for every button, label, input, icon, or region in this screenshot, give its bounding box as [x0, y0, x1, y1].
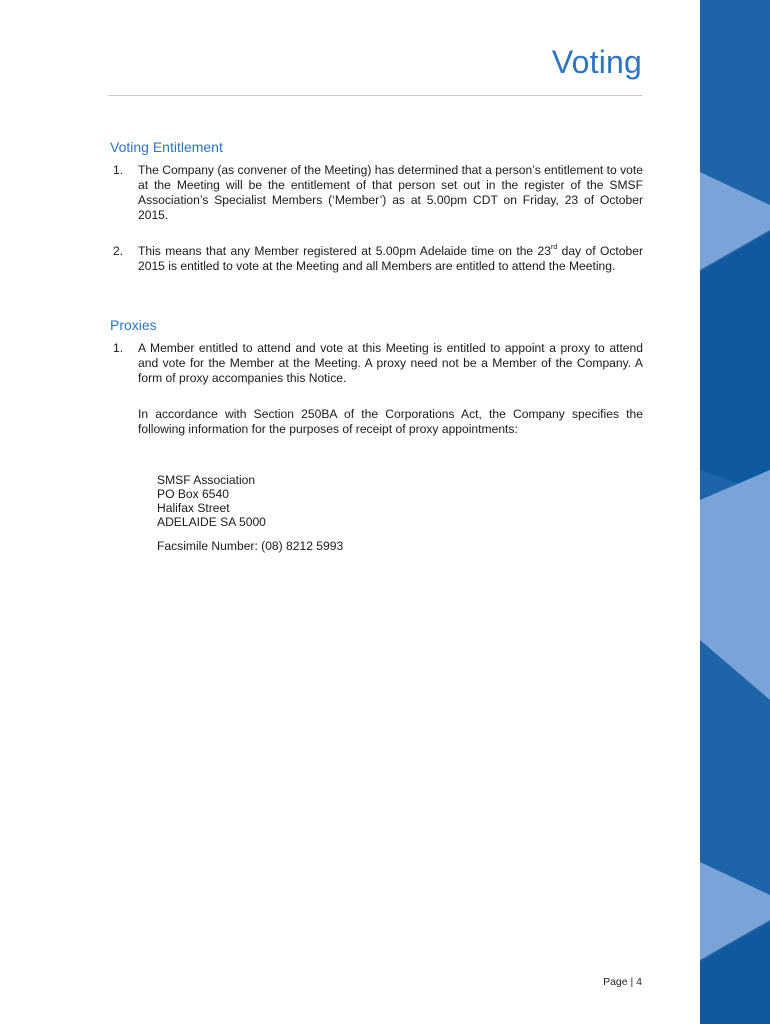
list-text [138, 244, 643, 274]
voting-entitlement-heading: Voting Entitlement [110, 139, 223, 155]
address-line: ADELAIDE SA 5000 [157, 515, 266, 529]
list-number: 1. [113, 163, 124, 177]
list-text: The Company (as convener of the Meeting) has determined that a person’s entitlement to vote at the Meeting will be the entitlement of that person set out in the register of the SMSF Association’s Specialist Members (‘Member’) as at 5.00pm CDT on Friday, 23 of October 2015. [138, 163, 643, 222]
proxy-receipt-paragraph: In accordance with Section 250BA of the Corporations Act, the Company specifies the following information for the purposes of receipt of proxy appointments: [138, 407, 643, 436]
list-item [113, 341, 643, 386]
postal-address [157, 473, 266, 529]
page-number: Page | 4 [603, 976, 642, 988]
list-text-part: This means that any Member registered at 5.00pm Adelaide time on the 23 [138, 244, 551, 258]
facsimile-number: Facsimile Number: (08) 8212 5993 [157, 539, 344, 553]
band-shade-1 [700, 232, 770, 495]
list-number: 2. [113, 244, 124, 258]
list-number: 1. [113, 341, 124, 355]
address-line: PO Box 6540 [157, 487, 229, 501]
address-line: SMSF Association [157, 473, 256, 487]
title-divider [108, 95, 642, 96]
page-title: Voting [551, 44, 642, 80]
ordinal-suffix: rd [550, 243, 558, 251]
list-text: A Member entitled to attend and vote at this Meeting is entitled to appoint a proxy to attend and vote for the Member at the Meeting. A proxy need not be a Member of the Company. A form of proxy accompanies this Notice. [138, 341, 643, 385]
address-line: Halifax Street [157, 501, 230, 515]
decorative-side-band [700, 0, 770, 1024]
list-text-part: day of October 2015 is entitled to vote at the Meeting and all Members are entitled to attend the Meeting. [138, 244, 643, 273]
list-item [113, 244, 643, 274]
list-item [113, 163, 643, 223]
proxies-heading: Proxies [110, 317, 157, 333]
